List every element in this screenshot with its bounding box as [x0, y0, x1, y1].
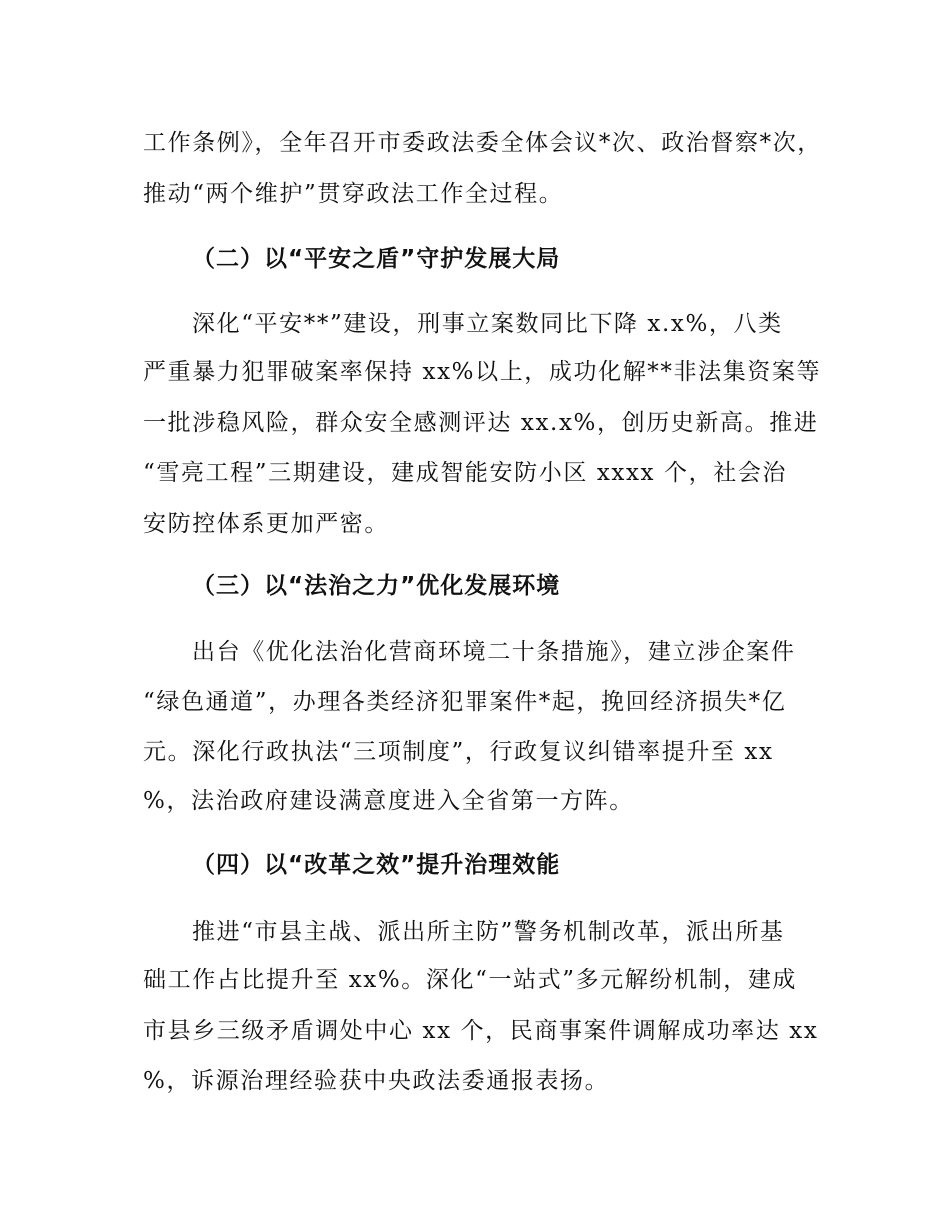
paragraph-line: 严重暴力犯罪破案率保持 xx%以上，成功化解**非法集资案等 — [143, 359, 822, 385]
paragraph-line: %，法治政府建设满意度进入全省第一方阵。 — [143, 788, 634, 814]
paragraph-line: 市县乡三级矛盾调处中心 xx 个，民商事案件调解成功率达 xx — [143, 1018, 819, 1044]
intro-line: 工作条例》，全年召开市委政法委全体会议*次、政治督察*次， — [143, 130, 822, 156]
paragraph-line: 出台《优化法治化营商环境二十条措施》，建立涉企案件 — [192, 639, 796, 665]
paragraph-line: “雪亮工程”三期建设，建成智能安防小区 xxxx 个，社会治 — [143, 460, 788, 486]
paragraph-line: 推进“市县主战、派出所主防”警务机制改革，派出所基 — [192, 919, 785, 945]
section-heading: （三）以“法治之力”优化发展环境 — [192, 573, 561, 599]
section-heading: （二）以“平安之盾”守护发展大局 — [192, 246, 561, 272]
intro-line: 推动“两个维护”贯穿政法工作全过程。 — [143, 181, 564, 207]
paragraph-line: 深化“平安**”建设，刑事立案数同比下降 x.x%，八类 — [192, 311, 783, 337]
paragraph-line: %，诉源治理经验获中央政法委通报表扬。 — [143, 1068, 610, 1094]
section-heading: （四）以“改革之效”提升治理效能 — [192, 852, 561, 878]
paragraph-line: “绿色通道”，办理各类经济犯罪案件*起，挽回经济损失*亿 — [143, 689, 787, 715]
paragraph-line: 一批涉稳风险，群众安全感测评达 xx.x%，创历史新高。推进 — [143, 410, 819, 436]
paragraph-line: 安防控体系更加严密。 — [143, 511, 389, 537]
paragraph-line: 元。深化行政执法“三项制度”，行政复议纠错率提升至 xx — [143, 739, 774, 765]
paragraph-line: 础工作占比提升至 xx%。深化“一站式”多元解纷机制，建成 — [143, 967, 798, 993]
